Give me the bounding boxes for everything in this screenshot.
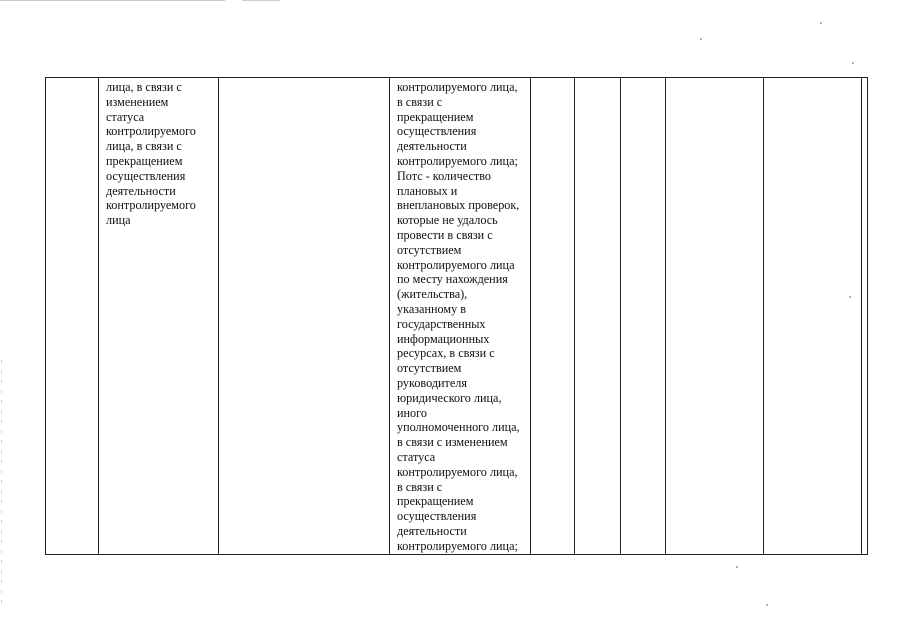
text-line: (жительства), — [397, 287, 468, 302]
text-line: плановых и — [397, 183, 458, 198]
text-line: в связи с — [397, 479, 443, 494]
table-cell-empty — [219, 78, 390, 555]
table-cell-empty — [531, 78, 575, 555]
table-cell-formula — [390, 78, 531, 555]
table-cell-empty — [666, 78, 764, 555]
text-line: в связи с — [397, 94, 443, 109]
text-line: деятельности — [397, 139, 467, 154]
text-line: осуществления — [397, 509, 477, 524]
scan-edge-line — [242, 0, 280, 1]
text-line: прекращением — [397, 109, 474, 124]
scan-edge-line — [0, 0, 225, 1]
scan-speck — [736, 566, 738, 568]
scan-speck — [766, 604, 768, 606]
text-line: лица, в связи с — [106, 139, 182, 154]
text-line: изменением — [106, 94, 169, 109]
text-line: контролируемого лица, — [397, 80, 518, 94]
text-line: информационных — [397, 331, 490, 346]
scan-speck — [852, 62, 854, 64]
text-line: уполномоченного лица, — [397, 420, 520, 435]
table-row — [46, 78, 868, 555]
text-line: контролируемого лица — [397, 257, 515, 272]
text-line: руководителя — [397, 375, 467, 390]
text-line: отсутствием — [397, 361, 462, 376]
table-cell-empty — [764, 78, 862, 555]
text-line: лица — [106, 213, 131, 228]
text-line: статуса — [106, 109, 145, 124]
text-line: контролируемого лица; — [397, 153, 518, 168]
text-line: Потс - количество — [397, 168, 491, 183]
text-line: осуществления — [397, 124, 477, 139]
text-line: контролируемого лица; — [397, 538, 518, 553]
description-text — [106, 80, 212, 228]
text-line: внеплановых проверок, — [397, 198, 520, 213]
text-line: указанному в — [397, 301, 466, 316]
text-line: юридического лица, — [397, 390, 502, 405]
text-line: прекращением — [106, 153, 183, 168]
scan-speck — [820, 22, 822, 24]
text-line: осуществления — [106, 168, 186, 183]
text-line: статуса — [397, 449, 436, 464]
table-cell-empty — [621, 78, 666, 555]
text-line: ресурсах, в связи с — [397, 346, 495, 361]
text-line: лица, в связи с — [106, 80, 182, 94]
table-cell-empty — [575, 78, 621, 555]
text-line: которые не удалось — [397, 213, 498, 228]
formula-text — [397, 80, 524, 554]
text-line: по месту нахождения — [397, 272, 508, 287]
table-cell-description — [99, 78, 219, 555]
scan-speck — [700, 38, 702, 40]
text-line: государственных — [397, 316, 486, 331]
text-line: контролируемого — [106, 198, 196, 213]
text-line: контролируемого — [106, 124, 196, 139]
scan-edge-dashes — [1, 360, 2, 610]
text-line: деятельности — [106, 183, 176, 198]
table-cell-number — [46, 78, 99, 555]
text-line: отсутствием — [397, 242, 462, 257]
text-line: прекращением — [397, 494, 474, 509]
indicator-table — [45, 77, 868, 555]
text-line: в связи с изменением — [397, 435, 508, 450]
text-line: деятельности — [397, 523, 467, 538]
text-line: иного — [397, 405, 427, 420]
table-cell-empty — [862, 78, 868, 555]
text-line: контролируемого лица, — [397, 464, 518, 479]
text-line: провести в связи с — [397, 227, 493, 242]
